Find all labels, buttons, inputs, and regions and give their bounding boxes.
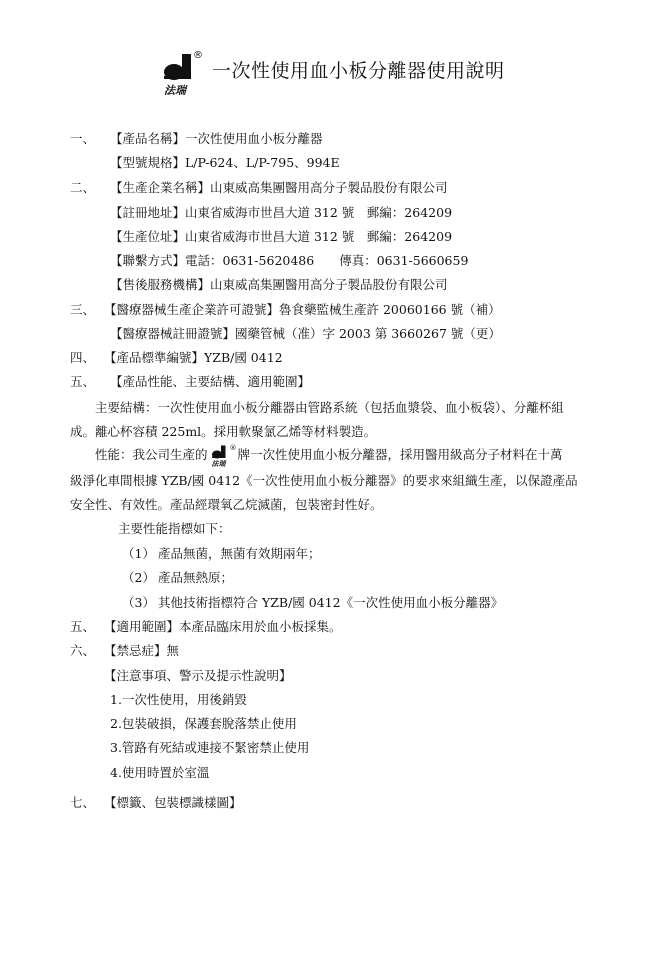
registered-address: 【註冊地址】山東省威海市世昌大道 312 號 郵編：264209 — [110, 205, 453, 220]
performance-paragraph-line: 性能：我公司生產的 ® 法瑞 牌一次性使用血小板分離器，採用醫用級高分子材料在十萬 — [95, 444, 563, 468]
list-item-number: （2） — [122, 570, 155, 585]
list-item-number: （3） — [122, 595, 155, 610]
page-title: 一次性使用血小板分離器使用說明 — [212, 60, 505, 82]
intended-use: 【適用範圍】本產品臨床用於血小板採集。 — [104, 619, 342, 634]
product-name: 【產品名稱】一次性使用血小板分離器 — [110, 131, 323, 146]
section-number: 四、 — [70, 350, 96, 365]
section-number: 六、 — [70, 643, 96, 658]
production-address: 【生產位址】山東省威海市世昌大道 312 號 郵編：264209 — [110, 229, 453, 244]
performance-paragraph-line: 級淨化車間根據 YZB/國 0412《一次性使用血小板分離器》的要求來組織生產，以保證產品 — [70, 473, 578, 488]
section-number: 七、 — [70, 795, 96, 810]
registration-number: 【醫療器械註冊證號】國藥管械（准）字 2003 第 3660267 號（更） — [110, 326, 501, 341]
document-header — [160, 52, 505, 98]
list-item: 其他技術指標符合 YZB/國 0412《一次性使用血小板分離器》 — [158, 595, 504, 610]
precaution-item: 1.一次性使用，用後銷毀 — [110, 692, 247, 707]
section-number: 二、 — [70, 180, 96, 195]
production-license: 【醫療器械生產企業許可證號】魯食藥監械生產許 20060166 號（補） — [104, 302, 501, 317]
structure-paragraph-line: 主要結構：一次性使用血小板分離器由管路系統（包括血漿袋、血小板袋）、分離杯組 — [95, 400, 564, 415]
precautions-heading: 【注意事項、警示及提示性說明】 — [104, 668, 292, 683]
precaution-item: 4.使用時置於室溫 — [110, 765, 210, 780]
registered-mark: ® — [193, 50, 203, 61]
logo-text: 法瑞 — [164, 84, 186, 97]
company-logo — [160, 52, 208, 96]
performance-paragraph-line: 安全性、有效性。產品經環氧乙烷滅菌，包裝密封性好。 — [70, 497, 383, 512]
model-spec: 【型號規格】L/P-624、L/P-795、994E — [110, 155, 340, 170]
section-number: 三、 — [70, 302, 96, 317]
structure-paragraph-line: 成。離心杯容積 225ml。採用軟聚氯乙烯等材料製造。 — [70, 424, 377, 439]
precaution-item: 3.管路有死結或連接不緊密禁止使用 — [110, 740, 310, 755]
precaution-item: 2.包裝破損，保護套脫落禁止使用 — [110, 716, 297, 731]
performance-list-title: 主要性能指標如下： — [118, 521, 231, 536]
section-number: 一、 — [70, 131, 96, 146]
product-standard: 【產品標準編號】YZB/國 0412 — [104, 350, 283, 365]
after-sales-service: 【售後服務機構】山東威高集團醫用高分子製品股份有限公司 — [110, 277, 448, 292]
contraindications: 【禁忌症】無 — [104, 643, 180, 658]
inline-logo: ® 法瑞 — [211, 444, 237, 468]
list-item-number: （1） — [122, 546, 155, 561]
contact-info: 【聯繫方式】電話：0631-5620486 傳真：0631-5660659 — [110, 253, 469, 268]
label-sample-heading: 【標籤、包裝標識樣圖】 — [104, 795, 242, 810]
section-number: 五、 — [70, 619, 96, 634]
list-item: 產品無菌，無菌有效期兩年； — [158, 546, 321, 561]
list-item: 產品無熱原； — [158, 570, 234, 585]
manufacturer-name: 【生產企業名稱】山東威高集團醫用高分子製品股份有限公司 — [110, 180, 448, 195]
section-number: 五、 — [70, 374, 96, 389]
section-heading: 【產品性能、主要結構、適用範圍】 — [110, 374, 311, 389]
